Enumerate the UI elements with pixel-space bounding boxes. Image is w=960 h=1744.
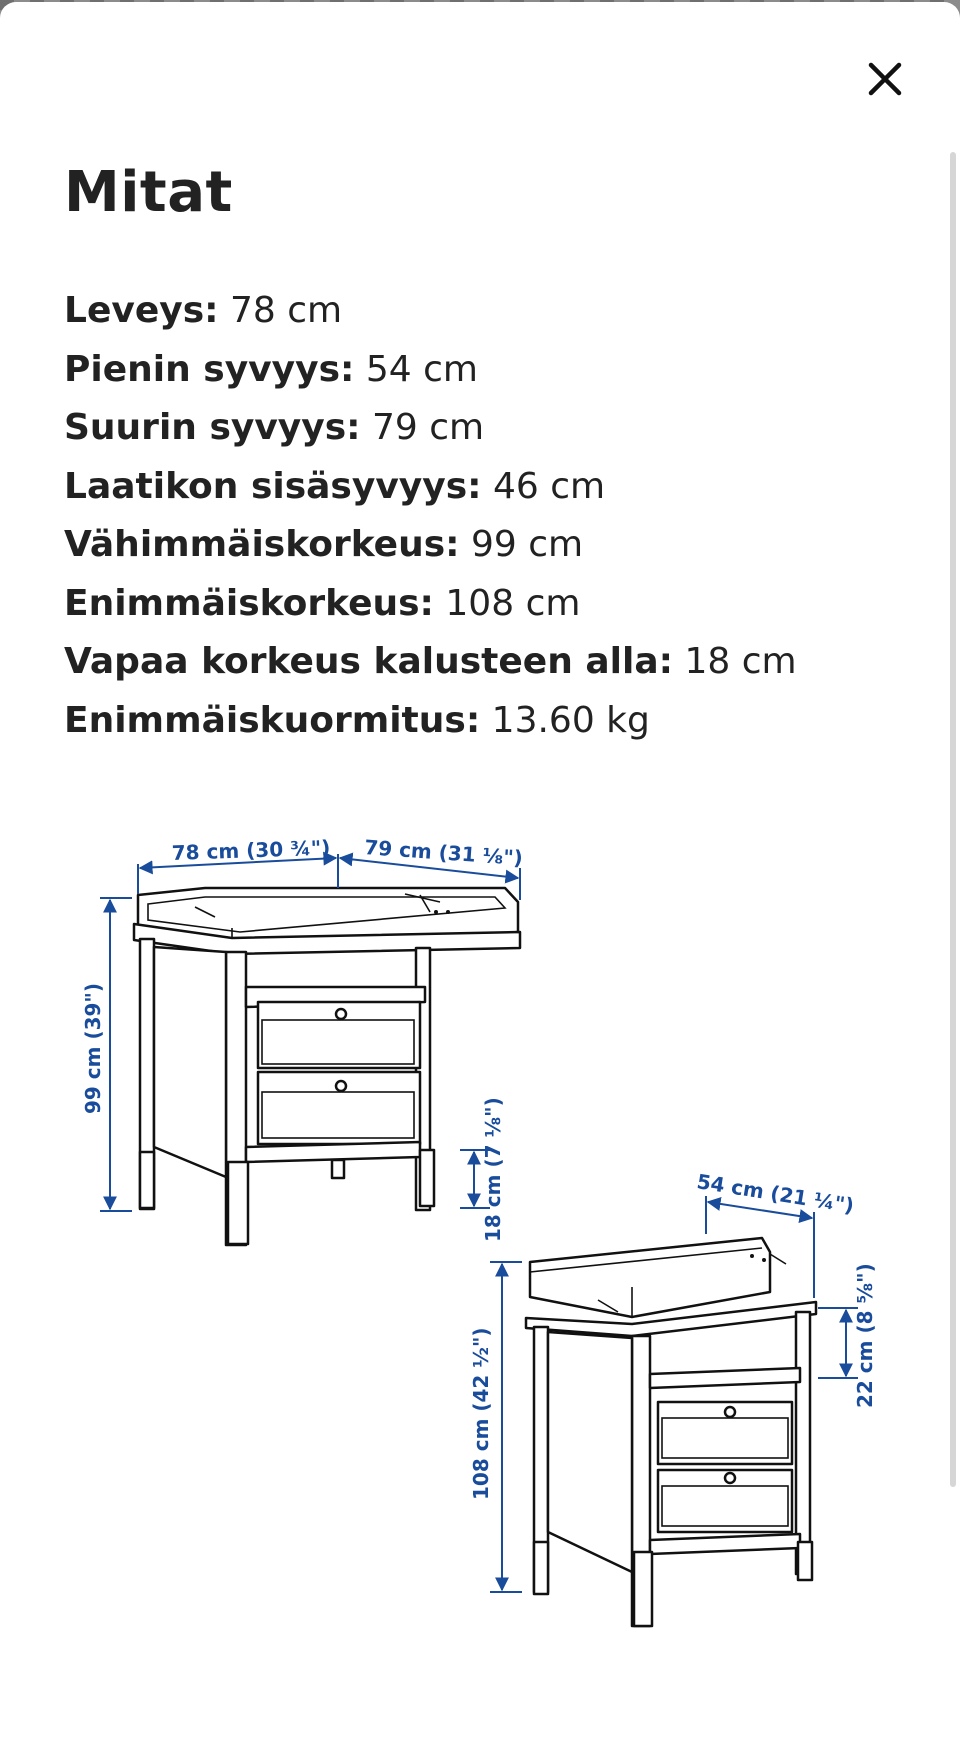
spec-value: 78 cm	[229, 290, 343, 331]
max-height-label: 108 cm (42 ½")	[469, 1327, 493, 1500]
changing-table-folded	[526, 1238, 816, 1626]
spec-value: 46 cm	[493, 465, 606, 507]
min-depth-label: 54 cm (21 ¼")	[695, 1169, 856, 1218]
top-height-label: 22 cm (8 ⅝")	[853, 1263, 877, 1408]
width-label: 78 cm (30 ¾")	[171, 835, 331, 865]
page-title: Mitat	[64, 160, 233, 225]
spec-max-height	[64, 575, 797, 634]
min-height-label: 99 cm (39")	[81, 983, 105, 1114]
spec-width	[64, 282, 797, 341]
spec-label: Suurin syvyys:	[64, 407, 361, 448]
spec-value: 99 cm	[471, 524, 584, 565]
spec-value: 108 cm	[445, 582, 581, 624]
clearance-label: 18 cm (7 ⅛")	[481, 1097, 505, 1242]
spec-label: Leveys:	[64, 290, 219, 331]
spec-clearance	[64, 633, 797, 692]
spec-max-load	[64, 692, 797, 751]
spec-label: Pienin syvyys:	[64, 348, 355, 390]
spec-drawer-depth	[64, 458, 797, 517]
spec-value: 79 cm	[372, 407, 485, 448]
spec-min-depth	[64, 341, 797, 400]
spec-value: 54 cm	[365, 348, 478, 390]
spec-label: Enimmäiskorkeus:	[64, 582, 434, 624]
spec-label: Enimmäiskuormitus:	[64, 699, 481, 741]
spec-max-depth	[64, 399, 797, 458]
changing-table-open	[134, 888, 520, 1245]
max-depth-label: 79 cm (31 ⅛")	[363, 835, 524, 871]
spec-min-height	[64, 516, 797, 575]
close-button[interactable]	[860, 54, 910, 104]
dimension-illustration	[0, 802, 960, 1702]
spec-value: 18 cm	[684, 641, 797, 682]
spec-label: Laatikon sisäsyvyys:	[64, 465, 482, 507]
spec-label: Vapaa korkeus kalusteen alla:	[64, 641, 674, 682]
dimension-specs	[64, 282, 797, 750]
spec-label: Vähimmäiskorkeus:	[64, 524, 460, 565]
spec-value: 13.60 kg	[491, 699, 650, 741]
dimensions-sheet	[0, 2, 960, 1744]
close-icon	[867, 61, 903, 97]
